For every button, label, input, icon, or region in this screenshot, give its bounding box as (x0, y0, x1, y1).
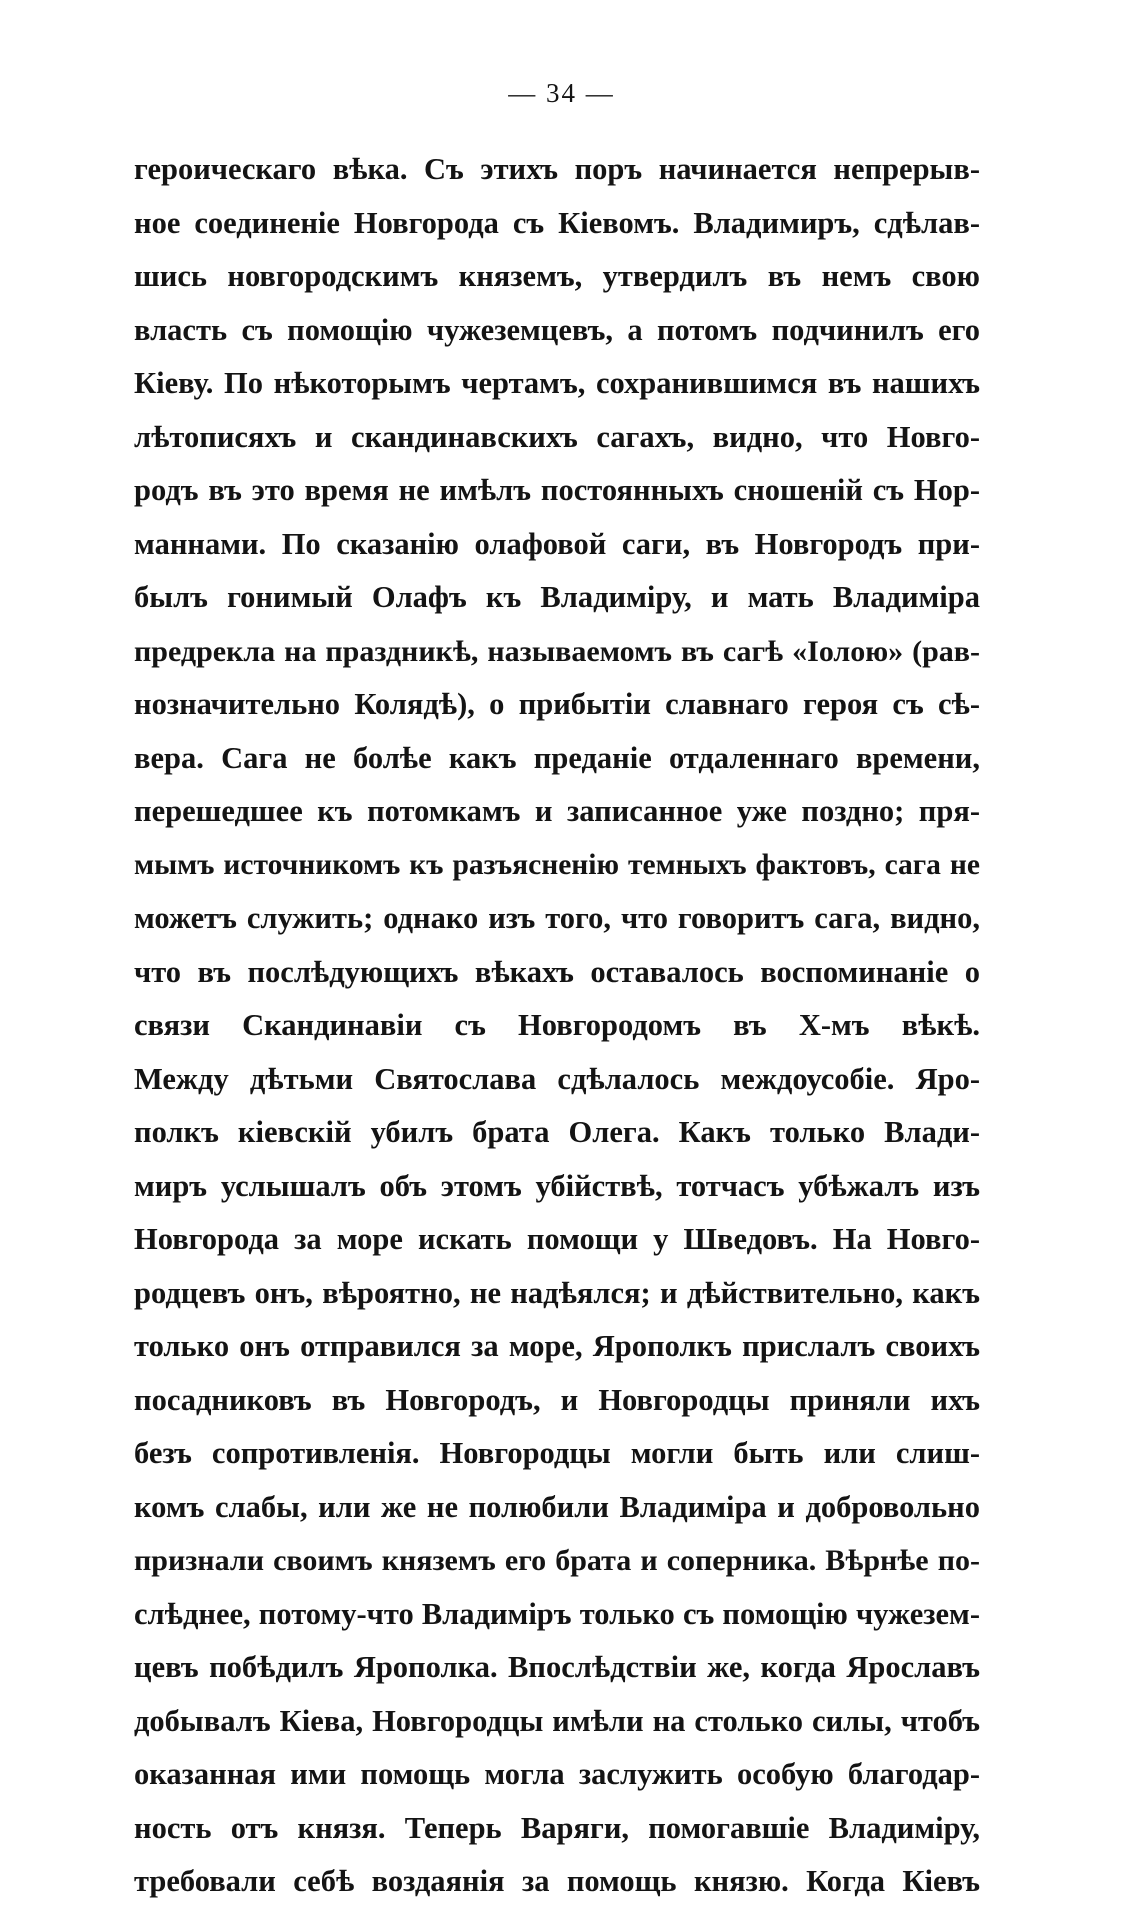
text-line: комъ слабы, или же не полюбили Владиміра и добровольно (134, 1489, 980, 1524)
text-line: родцевъ онъ, вѣроятно, не надѣялся; и дѣйствительно, какъ (134, 1275, 980, 1310)
text-line: шись новгородскимъ княземъ, утвердилъ въ немъ свою (134, 259, 980, 293)
text-line: признали своимъ княземъ его брата и соперника. Вѣрнѣе по- (134, 1544, 980, 1577)
body-text (134, 143, 980, 1909)
text-line: слѣднее, потому-что Владиміръ только съ помощію чужезем- (134, 1596, 980, 1631)
text-line: лѣтописяхъ и скандинавскихъ сагахъ, видно, что Новго- (134, 419, 980, 454)
text-line: вера. Сага не болѣе какъ преданіе отдаленнаго времени, (134, 740, 980, 775)
text-line: цевъ побѣдилъ Ярополка. Впослѣдствіи же, когда Ярославъ (134, 1650, 980, 1684)
text-line: что въ послѣдующихъ вѣкахъ оставалось воспоминаніе о (134, 954, 980, 989)
text-line: миръ услышалъ объ этомъ убійствѣ, тотчасъ убѣжалъ изъ (134, 1168, 980, 1203)
page-number: — 34 — (508, 78, 615, 108)
text-line: предрекла на праздникѣ, называемомъ въ сагѣ «Іолою» (рав- (134, 634, 980, 668)
text-line: Между дѣтьми Святослава сдѣлалось междоусобіе. Яро- (134, 1061, 980, 1096)
text-line: былъ гонимый Олафъ къ Владиміру, и мать Владиміра (134, 580, 980, 614)
text-line: героическаго вѣка. Съ этихъ поръ начинается непрерыв- (134, 152, 980, 186)
text-line: посадниковъ въ Новгородъ, и Новгородцы приняли ихъ (134, 1382, 980, 1417)
text-line: требовали себѣ воздаянія за помощь князю. Когда Кіевъ (134, 1864, 980, 1898)
text-line: оказанная ими помощь могла заслужить особую благодар- (134, 1757, 980, 1791)
text-line: маннами. По сказанію олафовой саги, въ Новгородъ при- (134, 526, 980, 561)
text-line: перешедшее къ потомкамъ и записанное уже поздно; пря- (134, 794, 980, 828)
text-line: власть съ помощію чужеземцевъ, а потомъ подчинилъ его (134, 312, 980, 347)
text-line: связи Скандинавіи съ Новгородомъ въ Х-мъ вѣкѣ. (134, 1008, 980, 1042)
text-line: нозначительно Колядѣ), о прибытіи славнаго героя съ сѣ- (134, 687, 980, 721)
text-line: родъ въ это время не имѣлъ постоянныхъ сношеній съ Нор- (134, 473, 980, 507)
text-line: ность отъ князя. Теперь Варяги, помогавшіе Владиміру, (134, 1810, 980, 1845)
text-line: мымъ источникомъ къ разъясненію темныхъ фактовъ, сага не (134, 848, 980, 881)
text-line: полкъ кіевскій убилъ брата Олега. Какъ только Влади- (134, 1115, 980, 1149)
text-line: ное соединеніе Новгорода съ Кіевомъ. Владимиръ, сдѣлав- (134, 205, 980, 240)
text-line: добывалъ Кіева, Новгородцы имѣли на столько силы, чтобъ (134, 1703, 980, 1738)
text-line: Новгорода за море искать помощи у Шведовъ. На Новго- (134, 1222, 980, 1256)
text-line: Кіеву. По нѣкоторымъ чертамъ, сохранившимся въ нашихъ (134, 366, 980, 400)
text-line: можетъ служить; однако изъ того, что говоритъ сага, видно, (134, 901, 980, 935)
text-line: безъ сопротивленія. Новгородцы могли быть или слиш- (134, 1436, 980, 1470)
text-line: только онъ отправился за море, Ярополкъ прислалъ своихъ (134, 1329, 980, 1363)
